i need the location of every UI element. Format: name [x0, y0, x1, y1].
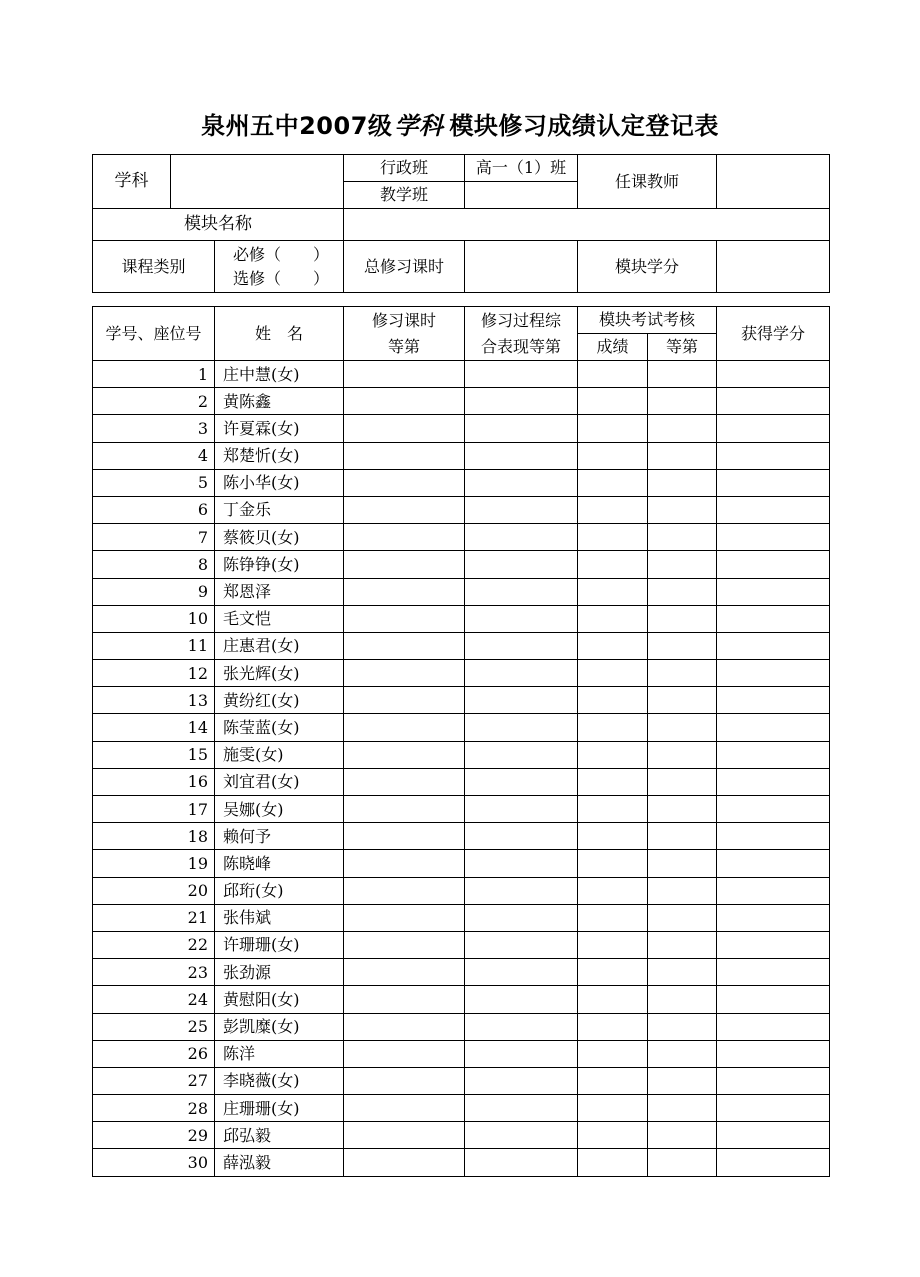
- table-row: [93, 632, 830, 659]
- hours-grade-cell[interactable]: [344, 1067, 465, 1094]
- student-name: 邱珩(女): [215, 877, 344, 904]
- exam-grade-cell[interactable]: [648, 578, 717, 605]
- student-name: 许夏霖(女): [215, 415, 344, 442]
- process-grade-cell[interactable]: [465, 850, 578, 877]
- process-grade-cell[interactable]: [465, 904, 578, 931]
- exam-grade-cell[interactable]: [648, 823, 717, 850]
- table-row: [93, 1040, 830, 1067]
- exam-score-cell[interactable]: [578, 578, 648, 605]
- student-number: 9: [93, 578, 215, 605]
- hours-grade-cell[interactable]: [344, 768, 465, 795]
- hours-grade-cell[interactable]: [344, 578, 465, 605]
- exam-score-cell[interactable]: [578, 959, 648, 986]
- student-name: 吴娜(女): [215, 796, 344, 823]
- exam-score-cell[interactable]: [578, 415, 648, 442]
- student-name: 陈小华(女): [215, 469, 344, 496]
- exam-grade-cell[interactable]: [648, 931, 717, 958]
- table-row: [93, 660, 830, 687]
- module-name-value[interactable]: [344, 209, 830, 241]
- exam-grade-cell[interactable]: [648, 986, 717, 1013]
- table-row: [93, 551, 830, 578]
- header-credit: 获得学分: [717, 307, 830, 361]
- student-name: 张劲源: [215, 959, 344, 986]
- student-number: 21: [93, 904, 215, 931]
- student-name: 黄陈鑫: [215, 388, 344, 415]
- exam-score-cell[interactable]: [578, 1095, 648, 1122]
- credit-cell[interactable]: [717, 714, 830, 741]
- student-name: 陈洋: [215, 1040, 344, 1067]
- credit-cell[interactable]: [717, 469, 830, 496]
- process-grade-cell[interactable]: [465, 741, 578, 768]
- exam-score-cell[interactable]: [578, 931, 648, 958]
- table-row: [93, 741, 830, 768]
- exam-grade-cell[interactable]: [648, 415, 717, 442]
- table-row: [93, 823, 830, 850]
- process-grade-cell[interactable]: [465, 1040, 578, 1067]
- table-row: [93, 496, 830, 523]
- hours-grade-cell[interactable]: [344, 1040, 465, 1067]
- exam-grade-cell[interactable]: [648, 524, 717, 551]
- header-name: 姓 名: [215, 307, 344, 361]
- student-number: 4: [93, 442, 215, 469]
- course-info-table: [92, 154, 830, 293]
- student-name: 陈晓峰: [215, 850, 344, 877]
- title-prefix: 泉州五中2007级: [201, 112, 393, 140]
- required-option[interactable]: 必修（ ）: [233, 244, 330, 264]
- student-name: 庄惠君(女): [215, 632, 344, 659]
- hours-grade-cell[interactable]: [344, 496, 465, 523]
- hours-grade-cell[interactable]: [344, 959, 465, 986]
- course-type-label: 课程类别: [93, 241, 215, 293]
- header-hours-grade-line1: 修习课时: [371, 310, 436, 330]
- exam-score-cell[interactable]: [578, 850, 648, 877]
- process-grade-cell[interactable]: [465, 361, 578, 388]
- exam-grade-cell[interactable]: [648, 1095, 717, 1122]
- exam-score-cell[interactable]: [578, 877, 648, 904]
- student-name: 薛泓毅: [215, 1149, 344, 1176]
- hours-grade-cell[interactable]: [344, 1122, 465, 1149]
- process-grade-cell[interactable]: [465, 415, 578, 442]
- total-hours-label: 总修习课时: [344, 241, 465, 293]
- exam-score-cell[interactable]: [578, 714, 648, 741]
- credit-cell[interactable]: [717, 551, 830, 578]
- student-number: 1: [93, 361, 215, 388]
- exam-score-cell[interactable]: [578, 796, 648, 823]
- table-row: [93, 1067, 830, 1094]
- process-grade-cell[interactable]: [465, 768, 578, 795]
- exam-score-cell[interactable]: [578, 442, 648, 469]
- hours-grade-cell[interactable]: [344, 931, 465, 958]
- header-hours-grade-line2: 等第: [387, 336, 420, 356]
- process-grade-cell[interactable]: [465, 959, 578, 986]
- exam-grade-cell[interactable]: [648, 1067, 717, 1094]
- student-number: 11: [93, 632, 215, 659]
- hours-grade-cell[interactable]: [344, 796, 465, 823]
- student-name: 施雯(女): [215, 741, 344, 768]
- credit-cell[interactable]: [717, 741, 830, 768]
- student-name: 许珊珊(女): [215, 931, 344, 958]
- student-number: 18: [93, 823, 215, 850]
- exam-grade-cell[interactable]: [648, 469, 717, 496]
- header-hours-grade: [344, 307, 465, 361]
- credit-cell[interactable]: [717, 415, 830, 442]
- exam-grade-cell[interactable]: [648, 632, 717, 659]
- credit-cell[interactable]: [717, 931, 830, 958]
- student-name: 李晓薇(女): [215, 1067, 344, 1094]
- exam-grade-cell[interactable]: [648, 1149, 717, 1176]
- student-number: 15: [93, 741, 215, 768]
- course-type-options: [215, 241, 344, 293]
- hours-grade-cell[interactable]: [344, 877, 465, 904]
- table-row: [93, 986, 830, 1013]
- credit-cell[interactable]: [717, 904, 830, 931]
- credit-cell[interactable]: [717, 1095, 830, 1122]
- teaching-class-label: 教学班: [344, 182, 465, 209]
- table-row: [93, 850, 830, 877]
- student-number: 24: [93, 986, 215, 1013]
- admin-class-value[interactable]: 高一（1）班: [465, 155, 578, 182]
- process-grade-cell[interactable]: [465, 931, 578, 958]
- student-number: 13: [93, 687, 215, 714]
- exam-grade-cell[interactable]: [648, 904, 717, 931]
- header-exam-score: 成绩: [578, 334, 648, 361]
- process-grade-cell[interactable]: [465, 1149, 578, 1176]
- exam-grade-cell[interactable]: [648, 1013, 717, 1040]
- header-id-seat: 学号、座位号: [93, 307, 215, 361]
- exam-score-cell[interactable]: [578, 469, 648, 496]
- student-name: 庄珊珊(女): [215, 1095, 344, 1122]
- process-grade-cell[interactable]: [465, 496, 578, 523]
- student-name: 黄慰阳(女): [215, 986, 344, 1013]
- exam-score-cell[interactable]: [578, 823, 648, 850]
- process-grade-cell[interactable]: [465, 632, 578, 659]
- student-number: 8: [93, 551, 215, 578]
- table-row: [93, 687, 830, 714]
- credit-cell[interactable]: [717, 578, 830, 605]
- credit-cell[interactable]: [717, 1067, 830, 1094]
- hours-grade-cell[interactable]: [344, 388, 465, 415]
- credit-cell[interactable]: [717, 524, 830, 551]
- student-number: 6: [93, 496, 215, 523]
- student-number: 17: [93, 796, 215, 823]
- student-number: 30: [93, 1149, 215, 1176]
- hours-grade-cell[interactable]: [344, 714, 465, 741]
- exam-score-cell[interactable]: [578, 1040, 648, 1067]
- process-grade-cell[interactable]: [465, 442, 578, 469]
- exam-score-cell[interactable]: [578, 660, 648, 687]
- exam-score-cell[interactable]: [578, 605, 648, 632]
- subject-value[interactable]: [171, 155, 344, 209]
- student-rows: [93, 361, 830, 1177]
- exam-grade-cell[interactable]: [648, 768, 717, 795]
- process-grade-cell[interactable]: [465, 1067, 578, 1094]
- hours-grade-cell[interactable]: [344, 551, 465, 578]
- table-row: [93, 877, 830, 904]
- exam-score-cell[interactable]: [578, 741, 648, 768]
- process-grade-cell[interactable]: [465, 605, 578, 632]
- table-row: [93, 714, 830, 741]
- exam-grade-cell[interactable]: [648, 850, 717, 877]
- credit-cell[interactable]: [717, 1013, 830, 1040]
- exam-grade-cell[interactable]: [648, 1122, 717, 1149]
- process-grade-cell[interactable]: [465, 578, 578, 605]
- table-row: [93, 469, 830, 496]
- credit-cell[interactable]: [717, 496, 830, 523]
- exam-score-cell[interactable]: [578, 1013, 648, 1040]
- student-name: 庄中慧(女): [215, 361, 344, 388]
- exam-score-cell[interactable]: [578, 904, 648, 931]
- exam-score-cell[interactable]: [578, 551, 648, 578]
- hours-grade-cell[interactable]: [344, 632, 465, 659]
- table-row: [93, 1122, 830, 1149]
- student-number: 27: [93, 1067, 215, 1094]
- student-number: 5: [93, 469, 215, 496]
- exam-grade-cell[interactable]: [648, 496, 717, 523]
- table-row: [93, 1095, 830, 1122]
- table-row: [93, 904, 830, 931]
- header-process-line1: 修习过程综: [480, 310, 561, 330]
- credit-cell[interactable]: [717, 823, 830, 850]
- hours-grade-cell[interactable]: [344, 986, 465, 1013]
- hours-grade-cell[interactable]: [344, 469, 465, 496]
- student-number: 29: [93, 1122, 215, 1149]
- exam-grade-cell[interactable]: [648, 959, 717, 986]
- table-row: [93, 442, 830, 469]
- module-credit-label: 模块学分: [578, 241, 717, 293]
- hours-grade-cell[interactable]: [344, 415, 465, 442]
- student-name: 张伟斌: [215, 904, 344, 931]
- table-row: [93, 1149, 830, 1176]
- hours-grade-cell[interactable]: [344, 1149, 465, 1176]
- process-grade-cell[interactable]: [465, 1013, 578, 1040]
- exam-grade-cell[interactable]: [648, 442, 717, 469]
- student-number: 20: [93, 877, 215, 904]
- hours-grade-cell[interactable]: [344, 361, 465, 388]
- process-grade-cell[interactable]: [465, 1095, 578, 1122]
- student-name: 刘宜君(女): [215, 768, 344, 795]
- hours-grade-cell[interactable]: [344, 850, 465, 877]
- header-exam-grade: 等第: [648, 334, 717, 361]
- process-grade-cell[interactable]: [465, 524, 578, 551]
- hours-grade-cell[interactable]: [344, 1095, 465, 1122]
- process-grade-cell[interactable]: [465, 714, 578, 741]
- exam-score-cell[interactable]: [578, 632, 648, 659]
- hours-grade-cell[interactable]: [344, 1013, 465, 1040]
- student-name: 黄纷红(女): [215, 687, 344, 714]
- module-name-label: 模块名称: [93, 209, 344, 241]
- hours-grade-cell[interactable]: [344, 904, 465, 931]
- hours-grade-cell[interactable]: [344, 524, 465, 551]
- process-grade-cell[interactable]: [465, 823, 578, 850]
- exam-score-cell[interactable]: [578, 361, 648, 388]
- table-row: [93, 1013, 830, 1040]
- hours-grade-cell[interactable]: [344, 687, 465, 714]
- exam-grade-cell[interactable]: [648, 605, 717, 632]
- hours-grade-cell[interactable]: [344, 660, 465, 687]
- student-name: 彭凯糜(女): [215, 1013, 344, 1040]
- credit-cell[interactable]: [717, 632, 830, 659]
- exam-score-cell[interactable]: [578, 1149, 648, 1176]
- student-number: 14: [93, 714, 215, 741]
- student-name: 邱弘毅: [215, 1122, 344, 1149]
- exam-grade-cell[interactable]: [648, 877, 717, 904]
- process-grade-cell[interactable]: [465, 388, 578, 415]
- credit-cell[interactable]: [717, 1040, 830, 1067]
- table-row: [93, 578, 830, 605]
- student-name: 陈莹蓝(女): [215, 714, 344, 741]
- exam-score-cell[interactable]: [578, 524, 648, 551]
- exam-score-cell[interactable]: [578, 687, 648, 714]
- page-title: [0, 106, 920, 141]
- credit-cell[interactable]: [717, 1149, 830, 1176]
- exam-grade-cell[interactable]: [648, 741, 717, 768]
- teacher-value[interactable]: [717, 155, 830, 209]
- student-name: 张光辉(女): [215, 660, 344, 687]
- table-row: [93, 931, 830, 958]
- table-row: [93, 796, 830, 823]
- credit-cell[interactable]: [717, 605, 830, 632]
- credit-cell[interactable]: [717, 361, 830, 388]
- subject-label: 学科: [93, 155, 171, 209]
- credit-cell[interactable]: [717, 1122, 830, 1149]
- elective-option[interactable]: 选修（ ）: [233, 268, 330, 288]
- grades-table: [92, 306, 830, 1177]
- exam-grade-cell[interactable]: [648, 551, 717, 578]
- exam-score-cell[interactable]: [578, 1067, 648, 1094]
- exam-grade-cell[interactable]: [648, 1040, 717, 1067]
- total-hours-value[interactable]: [465, 241, 578, 293]
- exam-score-cell[interactable]: [578, 1122, 648, 1149]
- credit-cell[interactable]: [717, 442, 830, 469]
- title-subject-placeholder: 学科: [394, 112, 444, 140]
- hours-grade-cell[interactable]: [344, 823, 465, 850]
- student-number: 2: [93, 388, 215, 415]
- student-name: 丁金乐: [215, 496, 344, 523]
- student-number: 12: [93, 660, 215, 687]
- credit-cell[interactable]: [717, 959, 830, 986]
- process-grade-cell[interactable]: [465, 687, 578, 714]
- hours-grade-cell[interactable]: [344, 605, 465, 632]
- student-number: 26: [93, 1040, 215, 1067]
- process-grade-cell[interactable]: [465, 551, 578, 578]
- title-suffix: 模块修习成绩认定登记表: [449, 112, 719, 140]
- header-process-grade: [465, 307, 578, 361]
- student-number: 22: [93, 931, 215, 958]
- exam-score-cell[interactable]: [578, 986, 648, 1013]
- student-name: 郑楚忻(女): [215, 442, 344, 469]
- credit-cell[interactable]: [717, 388, 830, 415]
- header-process-line2: 合表现等第: [480, 336, 561, 356]
- credit-cell[interactable]: [717, 877, 830, 904]
- exam-grade-cell[interactable]: [648, 796, 717, 823]
- process-grade-cell[interactable]: [465, 796, 578, 823]
- student-number: 28: [93, 1095, 215, 1122]
- exam-grade-cell[interactable]: [648, 660, 717, 687]
- hours-grade-cell[interactable]: [344, 442, 465, 469]
- credit-cell[interactable]: [717, 986, 830, 1013]
- table-row: [93, 605, 830, 632]
- module-credit-value[interactable]: [717, 241, 830, 293]
- credit-cell[interactable]: [717, 660, 830, 687]
- process-grade-cell[interactable]: [465, 660, 578, 687]
- exam-grade-cell[interactable]: [648, 361, 717, 388]
- student-number: 7: [93, 524, 215, 551]
- process-grade-cell[interactable]: [465, 469, 578, 496]
- table-row: [93, 768, 830, 795]
- exam-score-cell[interactable]: [578, 496, 648, 523]
- credit-cell[interactable]: [717, 850, 830, 877]
- table-row: [93, 415, 830, 442]
- student-name: 毛文恺: [215, 605, 344, 632]
- student-name: 赖何予: [215, 823, 344, 850]
- exam-score-cell[interactable]: [578, 768, 648, 795]
- process-grade-cell[interactable]: [465, 1122, 578, 1149]
- table-row: [93, 361, 830, 388]
- process-grade-cell[interactable]: [465, 877, 578, 904]
- teacher-label: 任课教师: [578, 155, 717, 209]
- credit-cell[interactable]: [717, 768, 830, 795]
- teaching-class-value[interactable]: [465, 182, 578, 209]
- hours-grade-cell[interactable]: [344, 741, 465, 768]
- student-number: 10: [93, 605, 215, 632]
- student-number: 19: [93, 850, 215, 877]
- student-name: 蔡筱贝(女): [215, 524, 344, 551]
- table-row: [93, 959, 830, 986]
- student-number: 25: [93, 1013, 215, 1040]
- exam-grade-cell[interactable]: [648, 687, 717, 714]
- student-number: 16: [93, 768, 215, 795]
- admin-class-label: 行政班: [344, 155, 465, 182]
- process-grade-cell[interactable]: [465, 986, 578, 1013]
- table-row: [93, 524, 830, 551]
- student-number: 3: [93, 415, 215, 442]
- header-exam: 模块考试考核: [578, 307, 717, 334]
- student-name: 陈铮铮(女): [215, 551, 344, 578]
- exam-score-cell[interactable]: [578, 388, 648, 415]
- student-number: 23: [93, 959, 215, 986]
- credit-cell[interactable]: [717, 796, 830, 823]
- student-name: 郑恩泽: [215, 578, 344, 605]
- table-row: [93, 388, 830, 415]
- exam-grade-cell[interactable]: [648, 714, 717, 741]
- credit-cell[interactable]: [717, 687, 830, 714]
- exam-grade-cell[interactable]: [648, 388, 717, 415]
